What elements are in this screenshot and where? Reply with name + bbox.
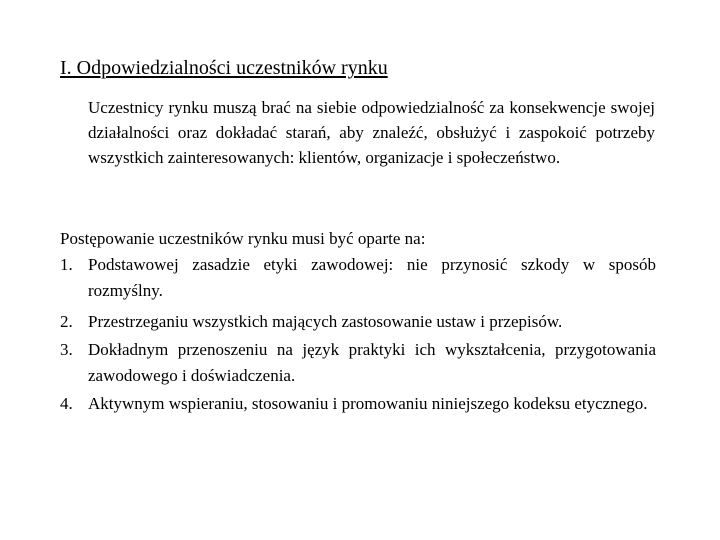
list-item-text: Dokładnym przenoszeniu na język praktyki ich wykształcenia, przygotowania zawodowego i doświadczenia.: [88, 340, 656, 385]
list-item-number: 1.: [60, 255, 73, 274]
list-item-number: 2.: [60, 312, 73, 331]
conduct-section: [60, 226, 656, 417]
slide-title: I. Odpowiedzialności uczestników rynku: [60, 57, 388, 79]
intro-paragraph: Uczestnicy rynku muszą brać na siebie odpowiedzialność za konsekwencje swojej działalności oraz dokładać starań, aby znaleźć, obsłużyć i zaspokoić potrzeby wszystkich zainteresowanych: klientów, organizacje i społeczeństwo.: [88, 98, 655, 167]
list-item: [60, 391, 656, 417]
list-item-number: 3.: [60, 340, 73, 359]
list-item-text: Przestrzeganiu wszystkich mających zastosowanie ustaw i przepisów.: [88, 312, 563, 331]
list-item: [60, 252, 656, 304]
list-item: [60, 337, 656, 389]
list-item-text: Aktywnym wspieraniu, stosowaniu i promowaniu niniejszego kodeksu etycznego.: [88, 394, 648, 413]
conduct-list: [60, 252, 656, 417]
list-item-number: 4.: [60, 394, 73, 413]
list-item-text: Podstawowej zasadzie etyki zawodowej: nie przynosić szkody w sposób rozmyślny.: [88, 255, 656, 300]
conduct-lead: Postępowanie uczestników rynku musi być oparte na:: [60, 229, 426, 248]
list-item: [60, 309, 656, 335]
